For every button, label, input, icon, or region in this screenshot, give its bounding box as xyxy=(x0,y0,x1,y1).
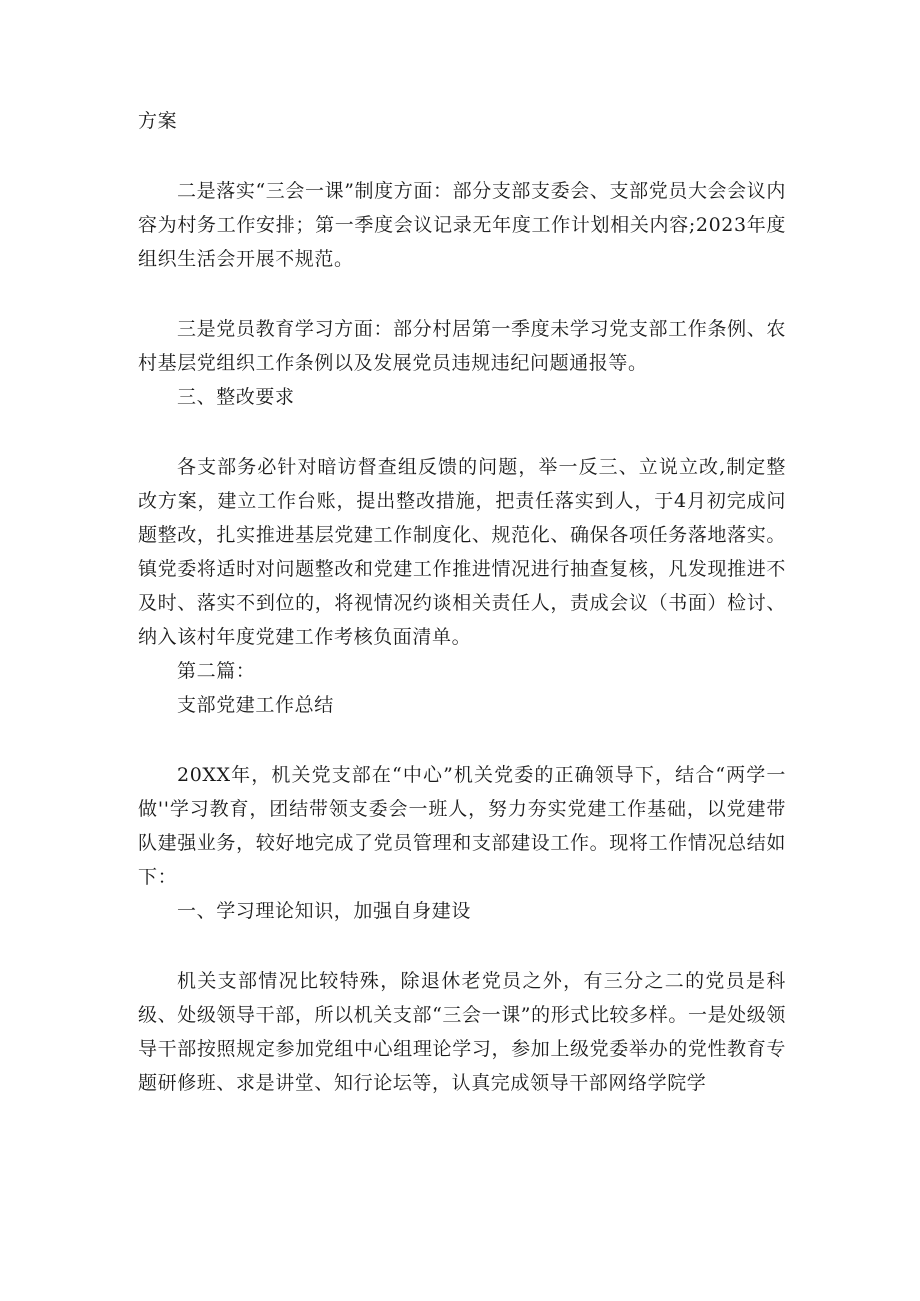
section-heading-rectification: 三、整改要求 xyxy=(177,386,295,408)
paragraph-party-education: 三是党员教育学习方面：部分村居第一季度未学习党支部工作条例、农村基层党组织工作条例以及发展党员违规违纪问题通报等。 xyxy=(138,318,786,374)
paragraph-branch-situation: 机关支部情况比较特殊，除退休老党员之外，有三分之二的党员是科级、处级领导干部，所以机关支部“三会一课”的形式比较多样。一是处级领导干部按照规定参加党组中心组理论学习，参加上级党委举办的党性教育专题研修班、求是讲堂、知行论坛等，认真完成领导干部网络学院学 xyxy=(138,970,786,1094)
chapter-label: 第二篇： xyxy=(177,660,256,682)
section-heading-study-theory: 一、学习理论知识，加强自身建设 xyxy=(177,900,472,922)
paragraph-continuation: 方案 xyxy=(138,110,178,132)
chapter-title: 支部党建工作总结 xyxy=(177,694,334,716)
paragraph-rectification-requirements: 各支部务必针对暗访督查组反馈的问题，举一反三、立说立改,制定整改方案，建立工作台账，提出整改措施，把责任落实到人，于4月初完成问题整改，扎实推进基层党建工作制度化、规范化、确保各项任务落地落实。镇党委将适时对问题整改和党建工作推进情况进行抽查复核，凡发现推进不及时、落实不到位的，将视情况约谈相关责任人，责成会议（书面）检讨、纳入该村年度党建工作考核负面清单。 xyxy=(138,456,786,648)
paragraph-three-meetings: 二是落实“三会一课”制度方面：部分支部支委会、支部党员大会会议内容为村务工作安排；第一季度会议记录无年度工作计划相关内容;2023年度组织生活会开展不规范。 xyxy=(138,180,786,270)
paragraph-summary-intro: 20XX年，机关党支部在“中心”机关党委的正确领导下，结合“两学一做''学习教育，团结带领支委会一班人，努力夯实党建工作基础，以党建带队建强业务，较好地完成了党员管理和支部建设工作。现将工作情况总结如下： xyxy=(138,764,786,888)
